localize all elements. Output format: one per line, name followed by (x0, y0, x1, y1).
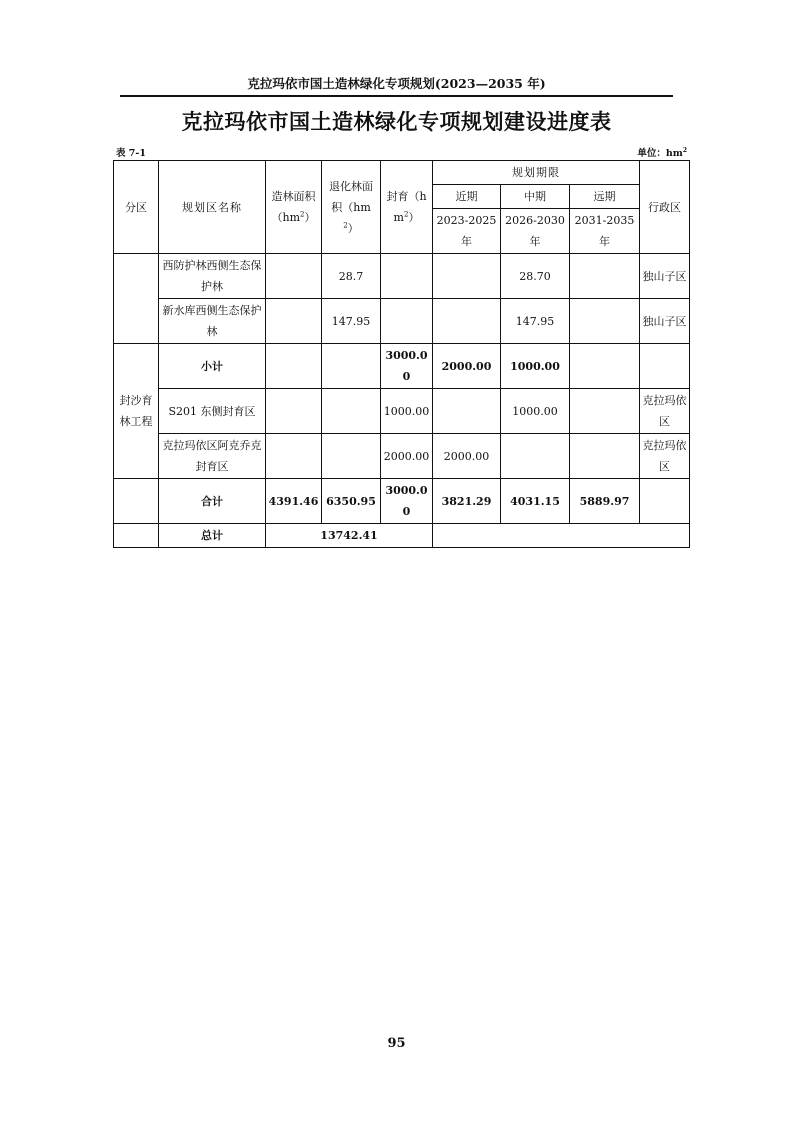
header-degraded-close: ） (347, 221, 359, 235)
page-title: 克拉玛依市国土造林绿化专项规划建设进度表 (181, 109, 612, 134)
zone-cell-empty (114, 254, 159, 344)
row-mid: 147.95 (501, 299, 570, 344)
header-afforest-area (266, 161, 322, 254)
table-id: 表 7-1 (116, 148, 146, 159)
unit-label (637, 145, 687, 159)
schedule-table (113, 160, 690, 548)
row-area-name: 克拉玛依区阿克乔克封育区 (159, 434, 266, 479)
row-long (570, 299, 640, 344)
total-mid: 4031.15 (501, 479, 570, 524)
row-district: 独山子区 (640, 299, 690, 344)
table-row (114, 389, 690, 434)
header-mid-term: 中期 (501, 185, 570, 209)
table-row (114, 434, 690, 479)
total-label: 合计 (159, 479, 266, 524)
total-afforest: 4391.46 (266, 479, 322, 524)
total-near: 3821.29 (433, 479, 501, 524)
row-long (570, 434, 640, 479)
subtotal-district (640, 344, 690, 389)
header-enclosure-close: ） (408, 211, 420, 224)
header-near-years: 2023-2025年 (433, 209, 501, 254)
row-area-name: 新水库西侧生态保护林 (159, 299, 266, 344)
row-afforest (266, 299, 322, 344)
table-row (114, 299, 690, 344)
header-planning-period: 规划期限 (433, 161, 640, 185)
row-near (433, 254, 501, 299)
total-long: 5889.97 (570, 479, 640, 524)
row-mid (501, 434, 570, 479)
row-degraded: 147.95 (322, 299, 381, 344)
subtotal-enclosure: 3000.00 (381, 344, 433, 389)
subtotal-mid: 1000.00 (501, 344, 570, 389)
header-enclosure-text: 封育（hm (386, 190, 427, 224)
row-degraded (322, 389, 381, 434)
row-long (570, 254, 640, 299)
total-degraded: 6350.95 (322, 479, 381, 524)
header-enclosure (381, 161, 433, 254)
page-number: 95 (387, 1036, 406, 1051)
row-afforest (266, 389, 322, 434)
row-mid: 28.70 (501, 254, 570, 299)
row-degraded (322, 434, 381, 479)
unit-sup: 2 (682, 146, 687, 154)
subtotal-afforest (266, 344, 322, 389)
row-enclosure: 2000.00 (381, 434, 433, 479)
row-afforest (266, 434, 322, 479)
subtotal-near: 2000.00 (433, 344, 501, 389)
subtotal-label: 小计 (159, 344, 266, 389)
header-afforest-close: ） (304, 211, 316, 224)
header-near-term: 近期 (433, 185, 501, 209)
row-area-name: S201 东侧封育区 (159, 389, 266, 434)
grand-total-value: 13742.41 (266, 524, 433, 548)
total-zone-empty (114, 479, 159, 524)
header-rule (120, 95, 673, 97)
row-long (570, 389, 640, 434)
header-long-years: 2031-2035年 (570, 209, 640, 254)
header-row-1 (114, 161, 690, 185)
row-district: 克拉玛依区 (640, 389, 690, 434)
row-near (433, 389, 501, 434)
total-district (640, 479, 690, 524)
unit-text: 单位：hm (637, 148, 683, 159)
row-near (433, 299, 501, 344)
header-afforest-sup: 2 (300, 210, 305, 219)
row-afforest (266, 254, 322, 299)
grand-total-zone-empty (114, 524, 159, 548)
row-enclosure: 1000.00 (381, 389, 433, 434)
row-enclosure (381, 299, 433, 344)
header-area-name: 规划区名称 (159, 161, 266, 254)
row-near: 2000.00 (433, 434, 501, 479)
subtotal-row (114, 344, 690, 389)
row-district: 独山子区 (640, 254, 690, 299)
header-zone: 分区 (114, 161, 159, 254)
header-degraded-area (322, 161, 381, 254)
zone-sand-forest: 封沙育林工程 (114, 344, 159, 479)
row-mid: 1000.00 (501, 389, 570, 434)
header-mid-years: 2026-2030年 (501, 209, 570, 254)
row-enclosure (381, 254, 433, 299)
subtotal-degraded (322, 344, 381, 389)
row-area-name: 西防护林西侧生态保护林 (159, 254, 266, 299)
grand-total-row (114, 524, 690, 548)
header-enclosure-sup: 2 (403, 210, 409, 219)
grand-total-empty (433, 524, 690, 548)
header-degraded-sup: 2 (343, 220, 348, 229)
header-long-term: 远期 (570, 185, 640, 209)
header-afforest-text: 造林面积（hm (271, 190, 316, 224)
grand-total-label: 总计 (159, 524, 266, 548)
row-district: 克拉玛依区 (640, 434, 690, 479)
subtotal-long (570, 344, 640, 389)
page-header: 克拉玛依市国土造林绿化专项规划(2023—2035 年) (247, 76, 546, 91)
header-degraded-text: 退化林面积（hm (329, 179, 373, 214)
row-degraded: 28.7 (322, 254, 381, 299)
total-row (114, 479, 690, 524)
header-district: 行政区 (640, 161, 690, 254)
total-enclosure: 3000.00 (381, 479, 433, 524)
table-row (114, 254, 690, 299)
